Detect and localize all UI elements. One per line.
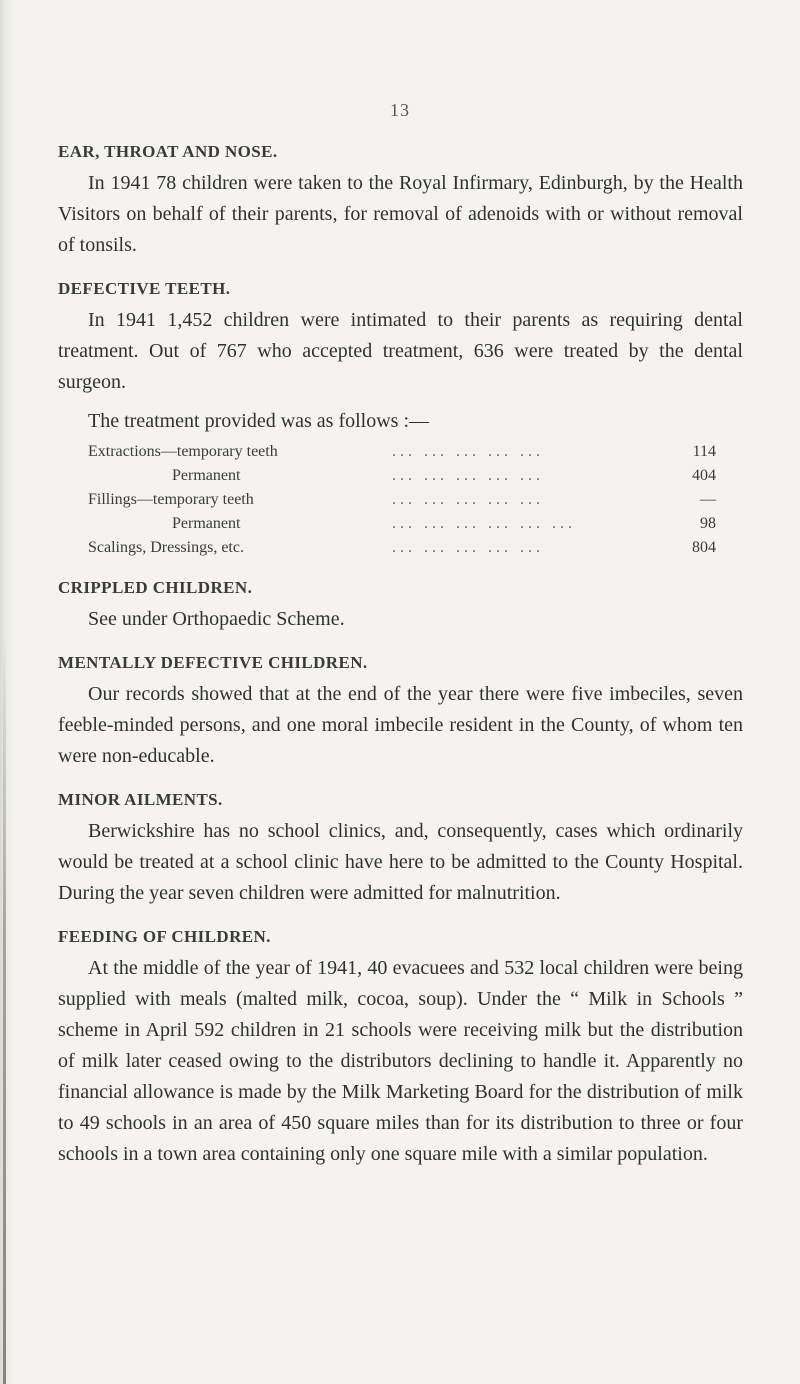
table-row: [88, 440, 728, 464]
document-body: [58, 140, 743, 1186]
table-row: [88, 512, 728, 536]
page-binding-shadow: [3, 640, 6, 1384]
treatment-count: —: [700, 491, 716, 508]
treatment-label: Permanent: [172, 515, 241, 532]
treatment-label: Permanent: [172, 467, 241, 484]
leader-dots: ... ... ... ... ...: [392, 491, 544, 508]
leader-dots: ... ... ... ... ...: [392, 539, 544, 556]
table-row: [88, 464, 728, 488]
section-heading: FEEDING OF CHILDREN.: [58, 927, 271, 946]
section-mentally-defective: [58, 651, 743, 772]
section-paragraph: See under Orthopaedic Scheme.: [88, 608, 345, 630]
section-heading: DEFECTIVE TEETH.: [58, 279, 231, 298]
treatment-count: 404: [692, 467, 716, 484]
table-row: [88, 488, 728, 512]
section-paragraph: Our records showed that at the end of the year there were five imbeciles, seven feeble-minded persons, and one moral imbecile resident in the County, of whom ten were non-educable.: [58, 683, 743, 767]
section-crippled-children: [58, 576, 743, 635]
section-heading: MINOR AILMENTS.: [58, 790, 223, 809]
treatment-label: Fillings—temporary teeth: [88, 491, 254, 508]
treatment-label: Extractions—temporary teeth: [88, 443, 278, 460]
section-paragraph: At the middle of the year of 1941, 40 evacuees and 532 local children were being supplied with meals (malted milk, cocoa, soup). Under the “ Milk in Schools ” scheme in April 592 children in 21 schools were receiving milk but the distribution of milk later ceased owing to the distributors declining to handle it. Apparently no financial allowance is made by the Milk Marketing Board for the distribution of milk to 49 schools in an area of 450 square miles than for its distribution to three or four schools in a town area containing only one square mile with a similar population.: [58, 957, 743, 1165]
treatment-count: 114: [692, 443, 716, 460]
section-paragraph: In 1941 1,452 children were intimated to their parents as requiring dental treatment. Out of 767 who accepted treatment, 636 were treated by the dental surgeon.: [58, 309, 743, 393]
section-ear-throat-nose: [58, 140, 743, 261]
treatment-count: 98: [700, 515, 716, 532]
page-number: 13: [390, 100, 410, 120]
section-heading: CRIPPLED CHILDREN.: [58, 578, 253, 597]
leader-dots: ... ... ... ... ...: [392, 467, 544, 484]
section-heading: MENTALLY DEFECTIVE CHILDREN.: [58, 653, 368, 672]
treatment-intro: The treatment provided was as follows :—: [88, 410, 430, 432]
section-minor-ailments: [58, 788, 743, 909]
section-paragraph: Berwickshire has no school clinics, and, consequently, cases which ordinarily would be treated at a school clinic have here to be admitted to the County Hospital. During the year seven children were admitted for malnutrition.: [58, 820, 743, 904]
section-paragraph: In 1941 78 children were taken to the Royal Infirmary, Edinburgh, by the Health Visitors on behalf of their parents, for removal of adenoids with or without removal of tonsils.: [58, 172, 743, 256]
section-heading: EAR, THROAT AND NOSE.: [58, 142, 278, 161]
leader-dots: ... ... ... ... ... ...: [392, 515, 576, 532]
treatment-table: [88, 440, 728, 560]
treatment-count: 804: [692, 539, 716, 556]
section-defective-teeth: [58, 277, 743, 560]
section-feeding-children: [58, 925, 743, 1170]
treatment-label: Scalings, Dressings, etc.: [88, 539, 244, 556]
table-row: [88, 536, 728, 560]
leader-dots: ... ... ... ... ...: [392, 443, 544, 460]
